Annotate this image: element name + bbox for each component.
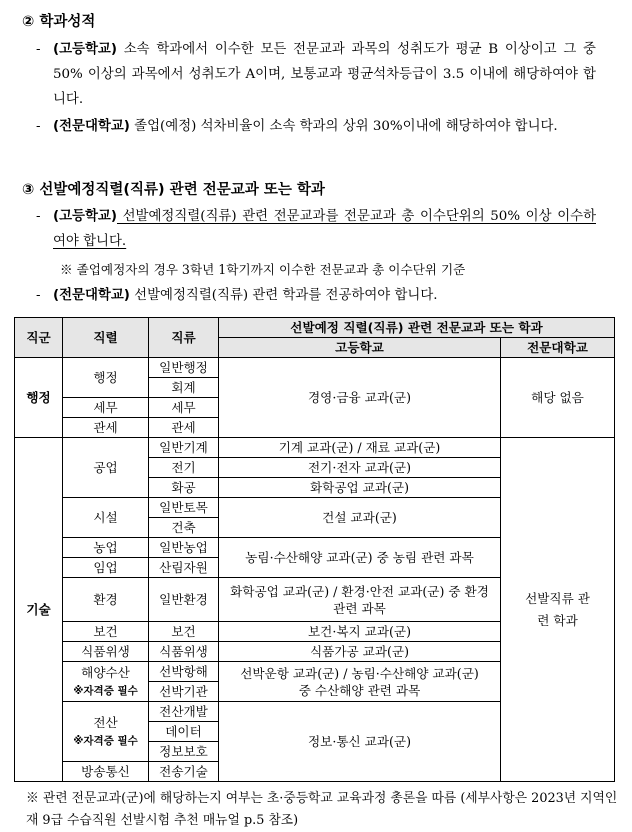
high-school-cell: 보건·복지 교과(군)	[219, 622, 501, 642]
class-cell: 전기	[149, 458, 219, 478]
class-cell: 건축	[149, 518, 219, 538]
class-cell: 일반토목	[149, 498, 219, 518]
high-school-cell	[219, 662, 501, 702]
section-3-item-college	[36, 283, 596, 308]
high-school-cell: 전기·전자 교과(군)	[219, 458, 501, 478]
section-3-item-highschool	[36, 204, 596, 254]
series-cell: 방송통신	[63, 762, 149, 782]
series-cell: 세무	[63, 398, 149, 418]
series-cell: 농업	[63, 538, 149, 558]
class-cell: 회계	[149, 378, 219, 398]
class-cell: 일반농업	[149, 538, 219, 558]
class-cell: 전송기술	[149, 762, 219, 782]
series-cell: 행정	[63, 358, 149, 398]
college-tech-text: 선발직류 관련 학과	[525, 590, 590, 628]
series-cell: 공업	[63, 438, 149, 498]
table-header-row	[15, 318, 615, 338]
series-cell: 식품위생	[63, 642, 149, 662]
footnote: ※ 관련 전문교과(군)에 해당하는지 여부는 초·중등학교 교육과정 총론을 따름 (세부사항은 2023년 지역인재 9급 수습직원 선발시험 추천 매뉴얼 p.5 참조)	[26, 791, 618, 828]
header-high-school: 고등학교	[219, 338, 501, 358]
header-class: 직류	[149, 318, 219, 358]
class-cell: 화공	[149, 478, 219, 498]
series-cell	[63, 662, 149, 702]
header-college: 전문대학교	[501, 338, 615, 358]
class-cell: 일반행정	[149, 358, 219, 378]
item-label: (고등학교)	[53, 209, 117, 224]
header-group: 직군	[15, 318, 63, 358]
college-cell: 해당 없음	[501, 358, 615, 438]
high-school-cell: 기계 교과(군) / 재료 교과(군)	[219, 438, 501, 458]
dash: -	[36, 42, 41, 57]
group-admin: 행정	[15, 358, 63, 438]
dash: -	[36, 119, 41, 134]
section-3-title: ③ 선발예정직렬(직류) 관련 전문교과 또는 학과	[22, 182, 325, 198]
class-cell: 선박기관	[149, 682, 219, 702]
item-label: (고등학교)	[53, 42, 117, 57]
class-cell: 산림자원	[149, 558, 219, 578]
series-cell: 임업	[63, 558, 149, 578]
series-cell: 시설	[63, 498, 149, 538]
section-2-item-college	[36, 114, 596, 139]
class-cell: 일반환경	[149, 578, 219, 622]
class-cell: 데이터	[149, 722, 219, 742]
series-name: 전산	[93, 714, 118, 730]
class-cell: 식품위생	[149, 642, 219, 662]
class-cell: 정보보호	[149, 742, 219, 762]
dash: -	[36, 288, 41, 303]
item-text: 선발예정직렬(직류) 관련 전문교과를 전문교과 총 이수단위의 50% 이상 이수하여야 합니다.	[53, 209, 596, 249]
series-cell: 보건	[63, 622, 149, 642]
item-label: (전문대학교)	[53, 288, 130, 303]
dash: -	[36, 209, 41, 224]
class-cell: 관세	[149, 418, 219, 438]
table-row	[15, 438, 615, 458]
header-series: 직렬	[63, 318, 149, 358]
high-school-cell: 화학공업 교과(군)	[219, 478, 501, 498]
high-school-cell: 경영·금융 교과(군)	[219, 358, 501, 438]
high-school-cell	[219, 578, 501, 622]
high-school-cell: 농림·수산해양 교과(군) 중 농림 관련 과목	[219, 538, 501, 578]
section-3-note: ※ 졸업예정자의 경우 3학년 1학기까지 이수한 전문교과 총 이수단위 기준	[60, 262, 466, 277]
class-cell: 세무	[149, 398, 219, 418]
series-cell: 관세	[63, 418, 149, 438]
series-cell	[63, 702, 149, 762]
related-subjects-table	[14, 317, 615, 782]
class-cell: 일반기계	[149, 438, 219, 458]
section-2-title: ② 학과성적	[22, 14, 96, 30]
class-cell: 전산개발	[149, 702, 219, 722]
cert-required-note: ※자격증 필수	[73, 734, 138, 747]
section-2-item-highschool	[36, 37, 596, 112]
high-school-cell: 식품가공 교과(군)	[219, 642, 501, 662]
cert-required-note: ※자격증 필수	[73, 684, 138, 697]
table-row	[15, 358, 615, 378]
high-school-text: 선박운항 교과(군) / 농림·수산해양 교과(군) 중 수산해양 관련 과목	[240, 665, 479, 698]
class-cell: 선박항해	[149, 662, 219, 682]
item-label: (전문대학교)	[53, 119, 130, 134]
item-text: 선발예정직렬(직류) 관련 학과를 전공하여야 합니다.	[129, 288, 438, 303]
class-cell: 보건	[149, 622, 219, 642]
college-cell	[501, 438, 615, 782]
high-school-cell: 건설 교과(군)	[219, 498, 501, 538]
header-related: 선발예정 직렬(직류) 관련 전문교과 또는 학과	[219, 318, 615, 338]
group-tech: 기술	[15, 438, 63, 782]
high-school-text: 화학공업 교과(군) / 환경·안전 교과(군) 중 환경 관련 과목	[230, 583, 489, 616]
high-school-cell: 정보·통신 교과(군)	[219, 702, 501, 782]
item-text: 졸업(예정) 석차비율이 소속 학과의 상위 30%이내에 해당하여야 합니다.	[129, 119, 558, 134]
series-name: 해양수산	[81, 664, 130, 680]
item-text: 소속 학과에서 이수한 모든 전문교과 과목의 성취도가 평균 B 이상이고 그 중 50% 이상의 과목에서 성취도가 A이며, 보통교과 평균석차등급이 3.5 이내에 해당하여야 합니다.	[53, 42, 596, 107]
series-cell: 환경	[63, 578, 149, 622]
